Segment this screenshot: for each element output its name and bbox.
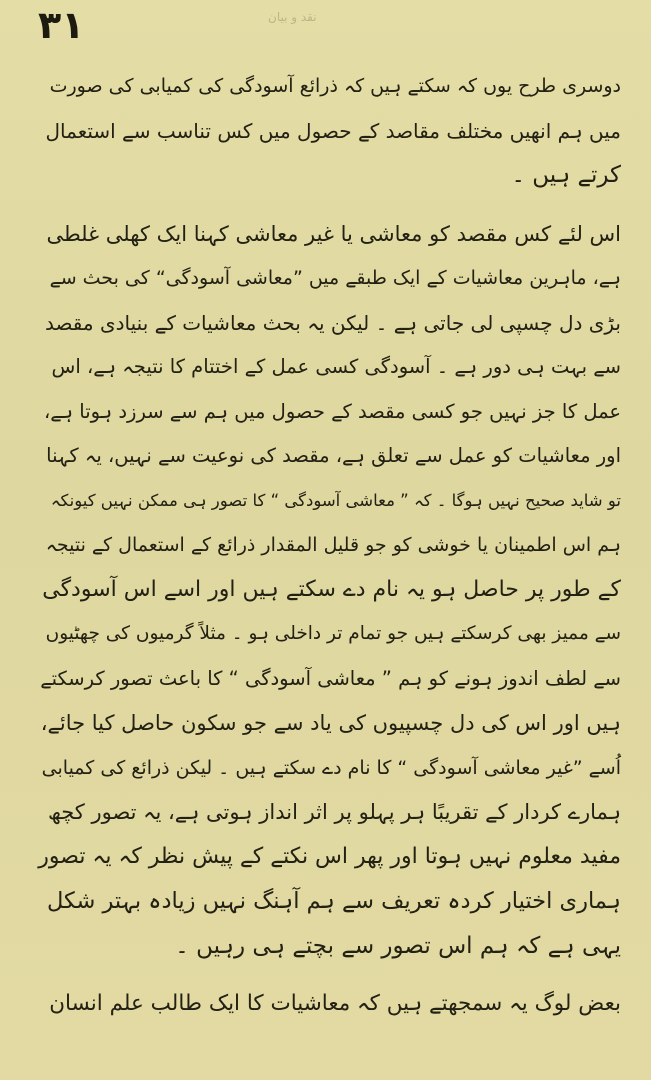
text-line: بڑی دل چسپی لی جاتی ہے ۔ لیکن یہ بحث معاشیات کے بنیادی مقصد	[44, 310, 621, 335]
text-line: سے لطف اندوز ہونے کو ہم ” معاشی آسودگی “ کا باعث تصور کرسکتے	[40, 666, 621, 690]
text-line: اور معاشیات کو عمل سے تعلق ہے، مقصد کی نوعیت سے نہیں، یہ کہنا	[46, 444, 621, 467]
text-line: عمل کا جز نہیں جو کسی مقصد کے حصول میں ہم سے سرزد ہوتا ہے،	[43, 399, 621, 423]
text-line: مفید معلوم نہیں ہوتا اور پھر اس نکتے کے پیش نظر کہ یہ تصور	[38, 843, 621, 869]
text-line: سے ممیز بھی کرسکتے ہیں جو تمام تر داخلی ہو ۔ مثلاً گرمیوں کی چھٹیوں	[45, 623, 621, 644]
text-line: ہیں اور اس کی دل چسپیوں کی یاد سے جو سکون حاصل کیا جائے،	[40, 711, 621, 735]
text-line: ہماری اختیار کردہ تعریف سے ہم آہنگ نہیں زیادہ بہتر شکل	[47, 888, 621, 914]
text-line: میں ہم انھیں مختلف مقاصد کے حصول میں کس تناسب سے استعمال	[45, 118, 621, 143]
text-line: اس لئے کس مقصد کو معاشی یا غیر معاشی کہنا ایک کھلی غلطی	[46, 221, 621, 246]
text-line: ہم اس اطمینان یا خوشی کو جو قلیل المقدار ذرائع کے استعمال کے نتیجہ	[45, 534, 621, 556]
text-line: ہمارے کردار کے تقریبًا ہر پہلو پر اثر انداز ہوتی ہے، یہ تصور کچھ	[47, 800, 621, 824]
paragraph	[38, 64, 621, 198]
paragraph	[38, 212, 621, 969]
text-line: یہی ہے کہ ہم اس تصور سے بچتے ہی رہیں ۔	[175, 932, 621, 959]
text-line: ہے، ماہرین معاشیات کے ایک طبقے میں ”معاشی آسودگی“ کی بحث سے	[49, 267, 621, 289]
text-line: کرتے ہیں ۔	[511, 162, 621, 188]
page-number: ۳۱	[38, 3, 85, 47]
text-line: کے طور پر حاصل ہو یہ نام دے سکتے ہیں اور اسے اس آسودگی	[42, 576, 621, 602]
text-line: سے بہت ہی دور ہے ۔ آسودگی کسی عمل کے اختتام کا نتیجہ ہے، اس	[51, 355, 621, 378]
text-line: دوسری طرح یوں کہ سکتے ہیں کہ ذرائع آسودگی کی کمیابی کی صورت	[49, 75, 621, 97]
faded-header-mark: نقد و بیان	[268, 10, 317, 24]
text-line: اُسے ”غیر معاشی آسودگی “ کا نام دے سکتے ہیں ۔ لیکن ذرائع کی کمیابی	[41, 756, 621, 779]
paragraph	[38, 982, 621, 1027]
text-line: بعض لوگ یہ سمجھتے ہیں کہ معاشیات کا ایک طالب علم انسان	[49, 991, 621, 1016]
text-line: تو شاید صحیح نہیں ہوگا ۔ کہ ” معاشی آسودگی “ کا تصور ہی ممکن نہیں کیونکہ	[50, 490, 621, 510]
body-text	[38, 64, 621, 1027]
